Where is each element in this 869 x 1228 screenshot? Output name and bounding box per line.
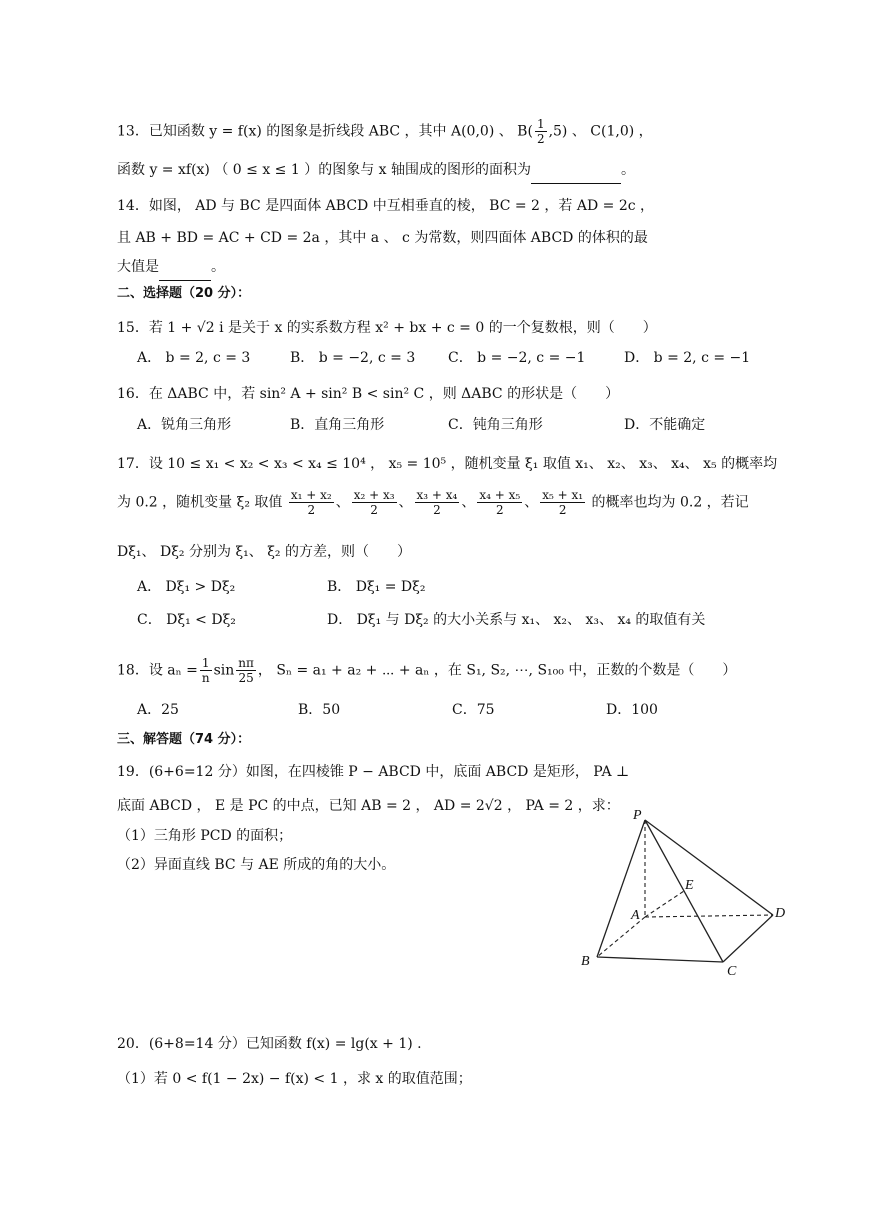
q17-fraction-4: $\frac{\text{x₄ + x₅}}{2}$ bbox=[479, 488, 521, 517]
edge-pc bbox=[645, 820, 723, 962]
q17-option-a[interactable]: A． Dξ₁ > Dξ₂ bbox=[137, 579, 236, 595]
label-a: A bbox=[631, 908, 640, 923]
q16-option-c[interactable]: C．钝角三角形 bbox=[448, 417, 543, 433]
segment-ae bbox=[645, 891, 684, 917]
q18-option-c[interactable]: C．75 bbox=[452, 702, 495, 718]
q17-fraction-5: $\frac{\text{x₅ + x₁}}{2}$ bbox=[542, 488, 584, 517]
label-c: C bbox=[727, 964, 737, 979]
q17-fraction-2: $\frac{\text{x₂ + x₃}}{2}$ bbox=[353, 488, 395, 517]
edge-pd bbox=[645, 820, 773, 915]
label-d: D bbox=[775, 906, 786, 921]
q16-option-b[interactable]: B．直角三角形 bbox=[290, 417, 385, 433]
q19-line1: 19．(6+6=12 分）如图，在四棱锥 P − ABCD 中，底面 ABCD 是矩形， PA ⊥ bbox=[117, 764, 630, 780]
q18-option-b[interactable]: B．50 bbox=[298, 702, 341, 718]
q17-fraction-3: $\frac{\text{x₃ + x₄}}{2}$ bbox=[416, 488, 458, 517]
section-3-heading: 三、解答题（74 分）： bbox=[117, 732, 251, 747]
q18-option-d[interactable]: D．100 bbox=[606, 702, 658, 718]
q17-option-c[interactable]: C． Dξ₁ < Dξ₂ bbox=[137, 612, 236, 628]
q19-line2: 底面 ABCD ， E 是 PC 的中点，已知 AB = 2 ， AD = 2√2 ， PA = 2 ，求： bbox=[117, 798, 620, 814]
q20-line1: 20．(6+8=14 分）已知函数 f(x) = lg(x + 1) . bbox=[117, 1036, 422, 1052]
q15-option-c[interactable]: C． b = −2, c = −1 bbox=[448, 350, 586, 366]
q17-line1: 17．设 10 ≤ x₁ < x₂ < x₃ < x₄ ≤ 10⁴ ， x₅ = 10⁵ ，随机变量 ξ₁ 取值 x₁、 x₂、 x₃、 x₄、 x₅ 的概率均 bbox=[117, 456, 778, 472]
label-e: E bbox=[685, 878, 694, 893]
q15-option-a[interactable]: A． b = 2, c = 3 bbox=[137, 350, 251, 366]
label-p: P bbox=[633, 808, 642, 823]
q15-option-b[interactable]: B． b = −2, c = 3 bbox=[290, 350, 416, 366]
q18-fraction-1: $\frac{1}{n}$ bbox=[201, 656, 210, 685]
q19-sub1: （1）三角形 PCD 的面积； bbox=[117, 828, 293, 844]
q13-line1: 13．已知函数 y = f(x) 的图象是折线段 ABC ，其中 A(0,0) 、 B( $\frac{1}{2}$ ,5) 、 C(1,0) ， bbox=[117, 117, 653, 146]
q17-line2: 为 0.2 ，随机变量 ξ₂ 取值 $\frac{\text{x₁ + x₂}}{2}$ 、 $\frac{\text{x₂ + x₃}}{2}$ 、 $\frac{\text{x₃ + x₄}}{2}$ 、 $\frac{\text{x₄ + x₅}}{2}$ 、 $\frac{\text{x₅ + x₁}}{2}$ 的概率也均为 0.2 ，若记 bbox=[117, 488, 749, 517]
edge-cd bbox=[723, 915, 773, 962]
q16-option-d[interactable]: D．不能确定 bbox=[624, 417, 706, 433]
q15-option-d[interactable]: D． b = 2, c = −1 bbox=[624, 350, 751, 366]
label-b: B bbox=[581, 954, 590, 969]
q13-line2: 函数 y = xf(x) （ 0 ≤ x ≤ 1 ）的图象与 x 轴围成的图形的面积为 。 bbox=[117, 160, 635, 184]
q14-line2: 且 AB + BD = AC + CD = 2a ，其中 a 、 c 为常数，则四面体 ABCD 的体积的最 bbox=[117, 230, 648, 246]
edge-bc bbox=[597, 957, 723, 962]
q14-answer-blank[interactable] bbox=[159, 260, 211, 281]
q16-option-a[interactable]: A．锐角三角形 bbox=[137, 417, 232, 433]
q16-stem: 16．在 ΔABC 中，若 sin² A + sin² B < sin² C ，则 ΔABC 的形状是（ ） bbox=[117, 386, 620, 402]
q20-sub1: （1）若 0 < f(1 − 2x) − f(x) < 1 ，求 x 的取值范围； bbox=[117, 1071, 472, 1087]
q13-answer-blank[interactable] bbox=[531, 163, 621, 184]
q14-line3: 大值是 。 bbox=[117, 257, 225, 281]
q15-stem: 15．若 1 + √2 i 是关于 x 的实系数方程 x² + bx + c = 0 的一个复数根，则（ ） bbox=[117, 320, 657, 336]
q17-option-d[interactable]: D． Dξ₁ 与 Dξ₂ 的大小关系与 x₁、 x₂、 x₃、 x₄ 的取值有关 bbox=[327, 612, 706, 628]
edge-ad bbox=[645, 915, 773, 917]
q14-line1: 14．如图， AD 与 BC 是四面体 ABCD 中互相垂直的棱， BC = 2 ，若 AD = 2c ， bbox=[117, 198, 655, 214]
section-2-heading: 二、选择题（20 分）： bbox=[117, 286, 251, 301]
q17-option-b[interactable]: B． Dξ₁ = Dξ₂ bbox=[327, 579, 426, 595]
q13-b-fraction: $\frac{1}{2}$ bbox=[536, 117, 545, 146]
q18-fraction-2: $\frac{n\pi}{25}$ bbox=[238, 656, 254, 685]
q18-stem: 18．设 aₙ = $\frac{1}{n}$ sin $\frac{n\pi}{25}$ ， Sₙ = a₁ + a₂ + ⋯ + aₙ ，在 S₁, S₂, ⋯, S₁₀₀ 中，正数的个数是（ ） bbox=[117, 656, 737, 685]
q17-line3: Dξ₁、 Dξ₂ 分别为 ξ₁、 ξ₂ 的方差，则（ ） bbox=[117, 544, 411, 560]
q17-fraction-1: $\frac{\text{x₁ + x₂}}{2}$ bbox=[290, 488, 332, 517]
q18-option-a[interactable]: A．25 bbox=[137, 702, 179, 718]
q19-sub2: （2）异面直线 BC 与 AE 所成的角的大小。 bbox=[117, 857, 396, 873]
q19-pyramid-figure bbox=[575, 805, 795, 985]
